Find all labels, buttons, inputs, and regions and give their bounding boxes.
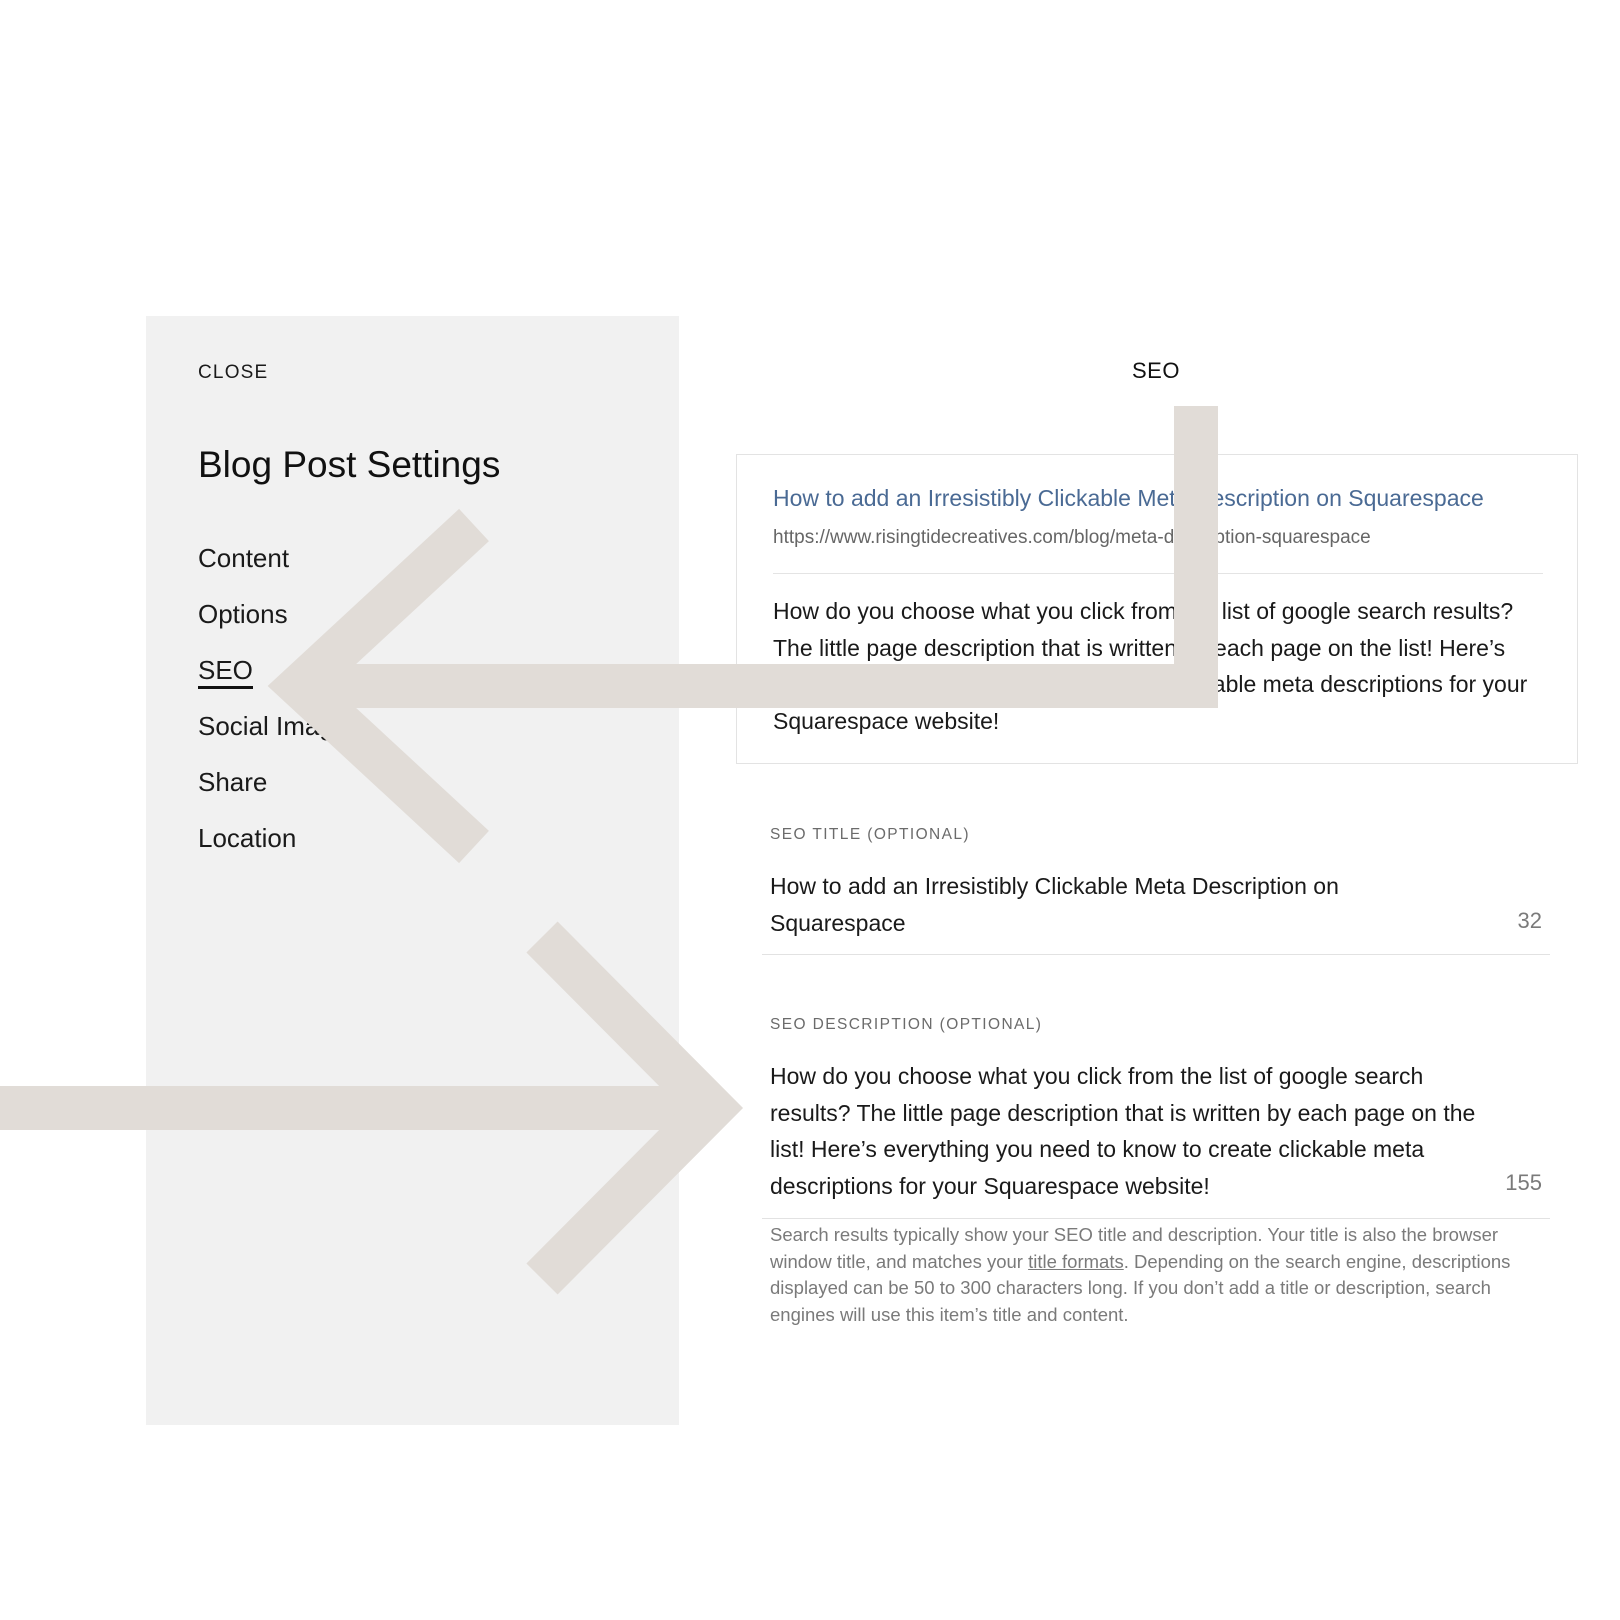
settings-sidebar: [146, 316, 679, 1425]
nav-item-share[interactable]: Share: [198, 767, 268, 797]
nav-item-social-image[interactable]: Social Image: [198, 711, 349, 741]
seo-section-heading: SEO: [1132, 358, 1180, 383]
seo-description-field[interactable]: [762, 1052, 1550, 1219]
preview-url: https://www.risingtidecreatives.com/blog/meta-description-squarespace: [773, 527, 1371, 548]
preview-divider: [773, 573, 1543, 574]
settings-nav: [198, 538, 348, 874]
seo-title-value: How to add an Irresistibly Clickable Meta Description on Squarespace: [770, 873, 1339, 936]
preview-description: How do you choose what you click from the list of google search results? The little page description that is written by each page on the list! Here’s everything you need to know to create clickable meta descriptions for your Squarespace website!: [773, 598, 1528, 734]
seo-title-label: SEO TITLE (OPTIONAL): [770, 826, 970, 843]
preview-title-link[interactable]: How to add an Irresistibly Clickable Meta Description on Squarespace: [773, 485, 1484, 511]
seo-description-label: SEO DESCRIPTION (OPTIONAL): [770, 1016, 1043, 1033]
nav-item-content[interactable]: Content: [198, 543, 290, 573]
nav-item-location[interactable]: Location: [198, 823, 297, 853]
seo-description-value: How do you choose what you click from the list of google search results? The little page description that is written by each page on the list! Here’s everything you need to know to create clickable meta descriptions for your Squarespace website!: [770, 1063, 1476, 1199]
title-formats-link[interactable]: title formats: [1028, 1250, 1124, 1272]
close-button[interactable]: CLOSE: [198, 362, 269, 383]
seo-title-field[interactable]: [762, 862, 1550, 955]
panel-title: Blog Post Settings: [198, 444, 501, 485]
seo-help-text: Search results typically show your SEO title and description. Your title is also the browser window title, and matches your title formats. Depending on the search engine, descriptions displayed can be 50 to 300 characters long. If you don’t add a title or description, search engines will use this item’s title and content.: [770, 1224, 1511, 1325]
search-preview-card: [736, 454, 1578, 764]
nav-item-seo[interactable]: SEO: [198, 650, 348, 706]
seo-description-char-count: 155: [1505, 1170, 1542, 1195]
seo-title-char-count: 32: [1517, 908, 1542, 933]
nav-item-options[interactable]: Options: [198, 599, 288, 629]
